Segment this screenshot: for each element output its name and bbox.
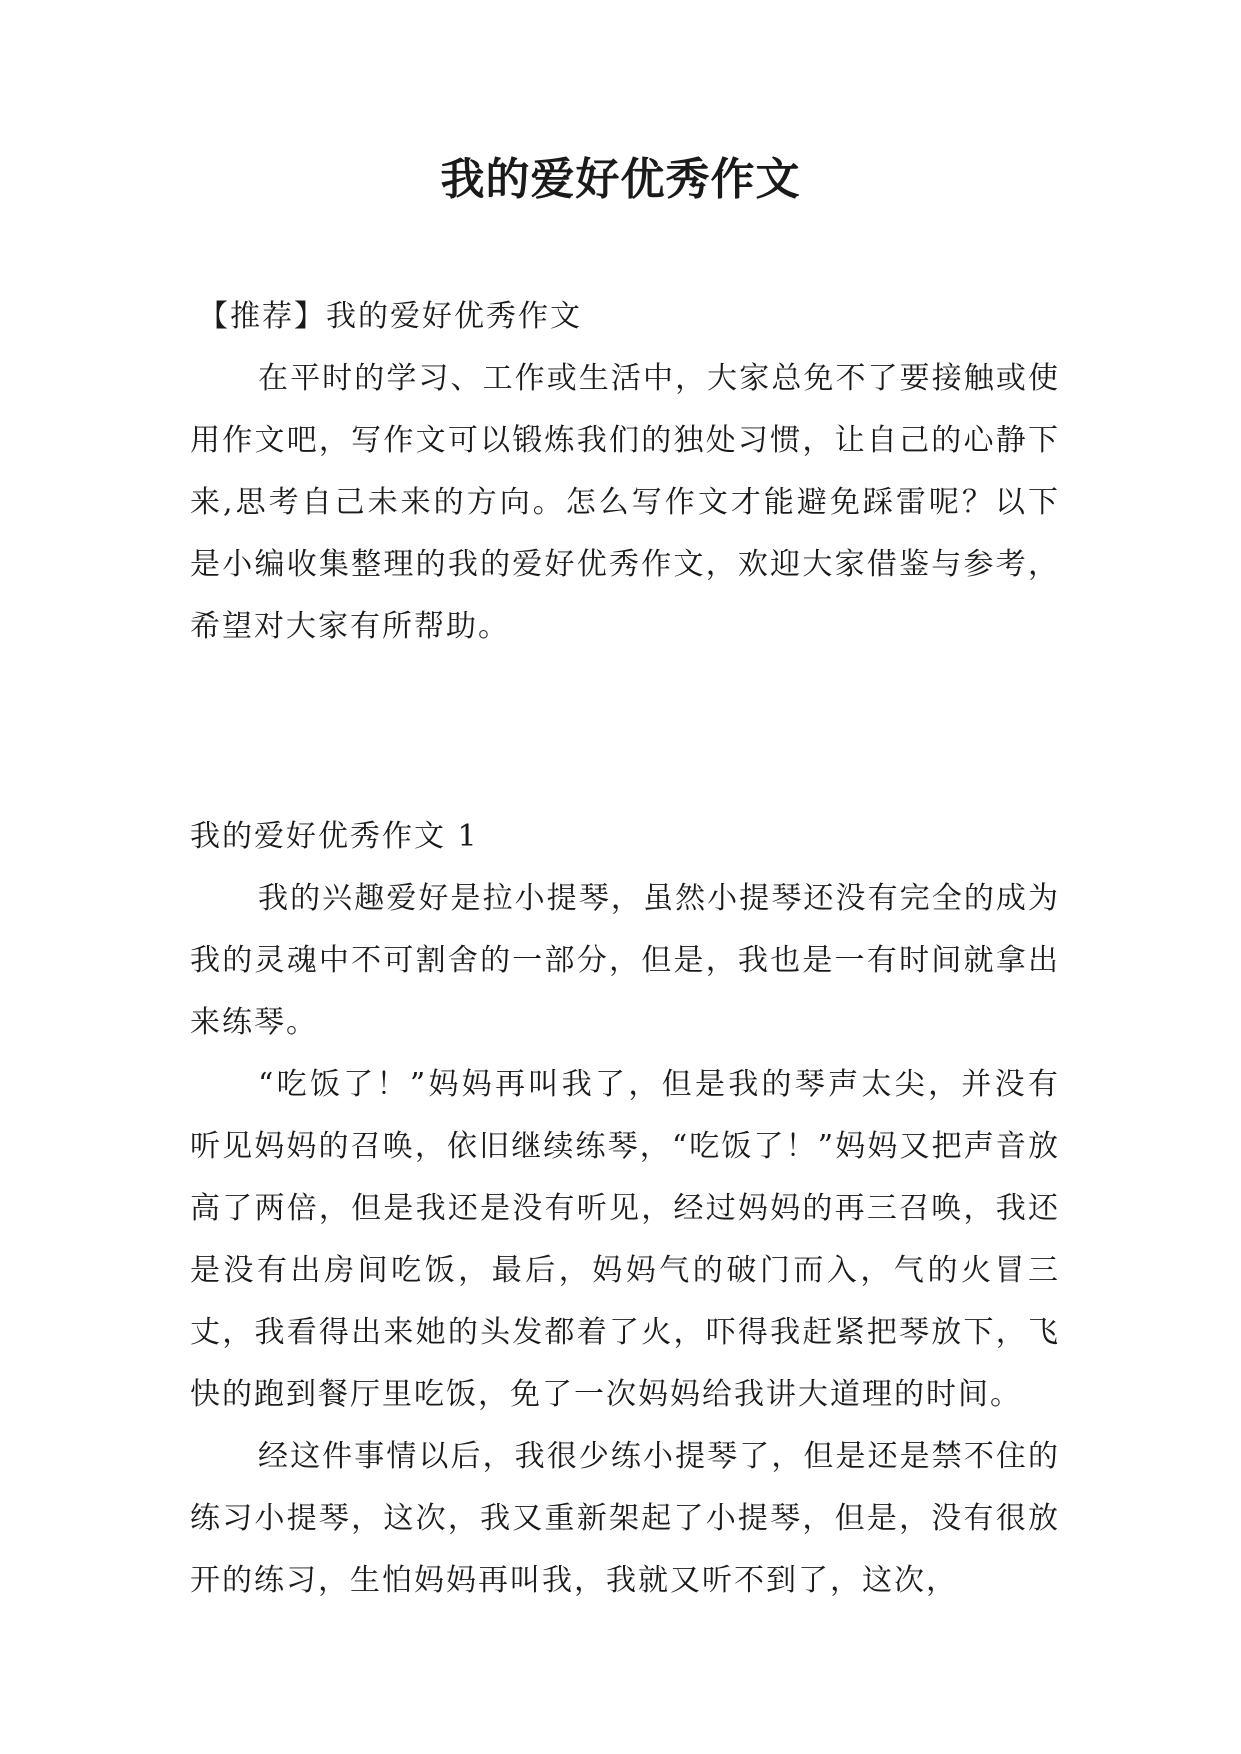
intro-paragraph: 在平时的学习、工作或生活中，大家总免不了要接触或使用作文吧，写作文可以锻炼我们的独处习惯，让自己的心静下来,思考自己未来的方向。怎么写作文才能避免踩雷呢？以下是小编收集整理的我的爱好优秀作文，欢迎大家借鉴与参考，希望对大家有所帮助。	[190, 361, 1060, 644]
document-body	[190, 286, 1060, 1612]
body-paragraph: 我的兴趣爱好是拉小提琴，虽然小提琴还没有完全的成为我的灵魂中不可割舍的一部分，但是，我也是一有时间就拿出来练琴。	[190, 881, 1060, 1040]
recommend-line: 【推荐】我的爱好优秀作文	[198, 299, 582, 334]
section-spacer	[190, 658, 1060, 806]
body-paragraph: “吃饭了！”妈妈再叫我了，但是我的琴声太尖，并没有听见妈妈的召唤，依旧继续练琴，“吃饭了！”妈妈又把声音放高了两倍，但是我还是没有听见，经过妈妈的再三召唤，我还是没有出房间吃饭，最后，妈妈气的破门而入，气的火冒三丈，我看得出来她的头发都着了火，吓得我赶紧把琴放下，飞快的跑到餐厅里吃饭，免了一次妈妈给我讲大道理的时间。	[190, 1067, 1060, 1412]
body-paragraph: 经这件事情以后，我很少练小提琴了，但是还是禁不住的练习小提琴，这次，我又重新架起了小提琴，但是，没有很放开的练习，生怕妈妈再叫我，我就又听不到了，这次，	[190, 1439, 1060, 1598]
document-title: 我的爱好优秀作文	[440, 154, 801, 205]
section-heading: 我的爱好优秀作文 1	[190, 819, 479, 854]
